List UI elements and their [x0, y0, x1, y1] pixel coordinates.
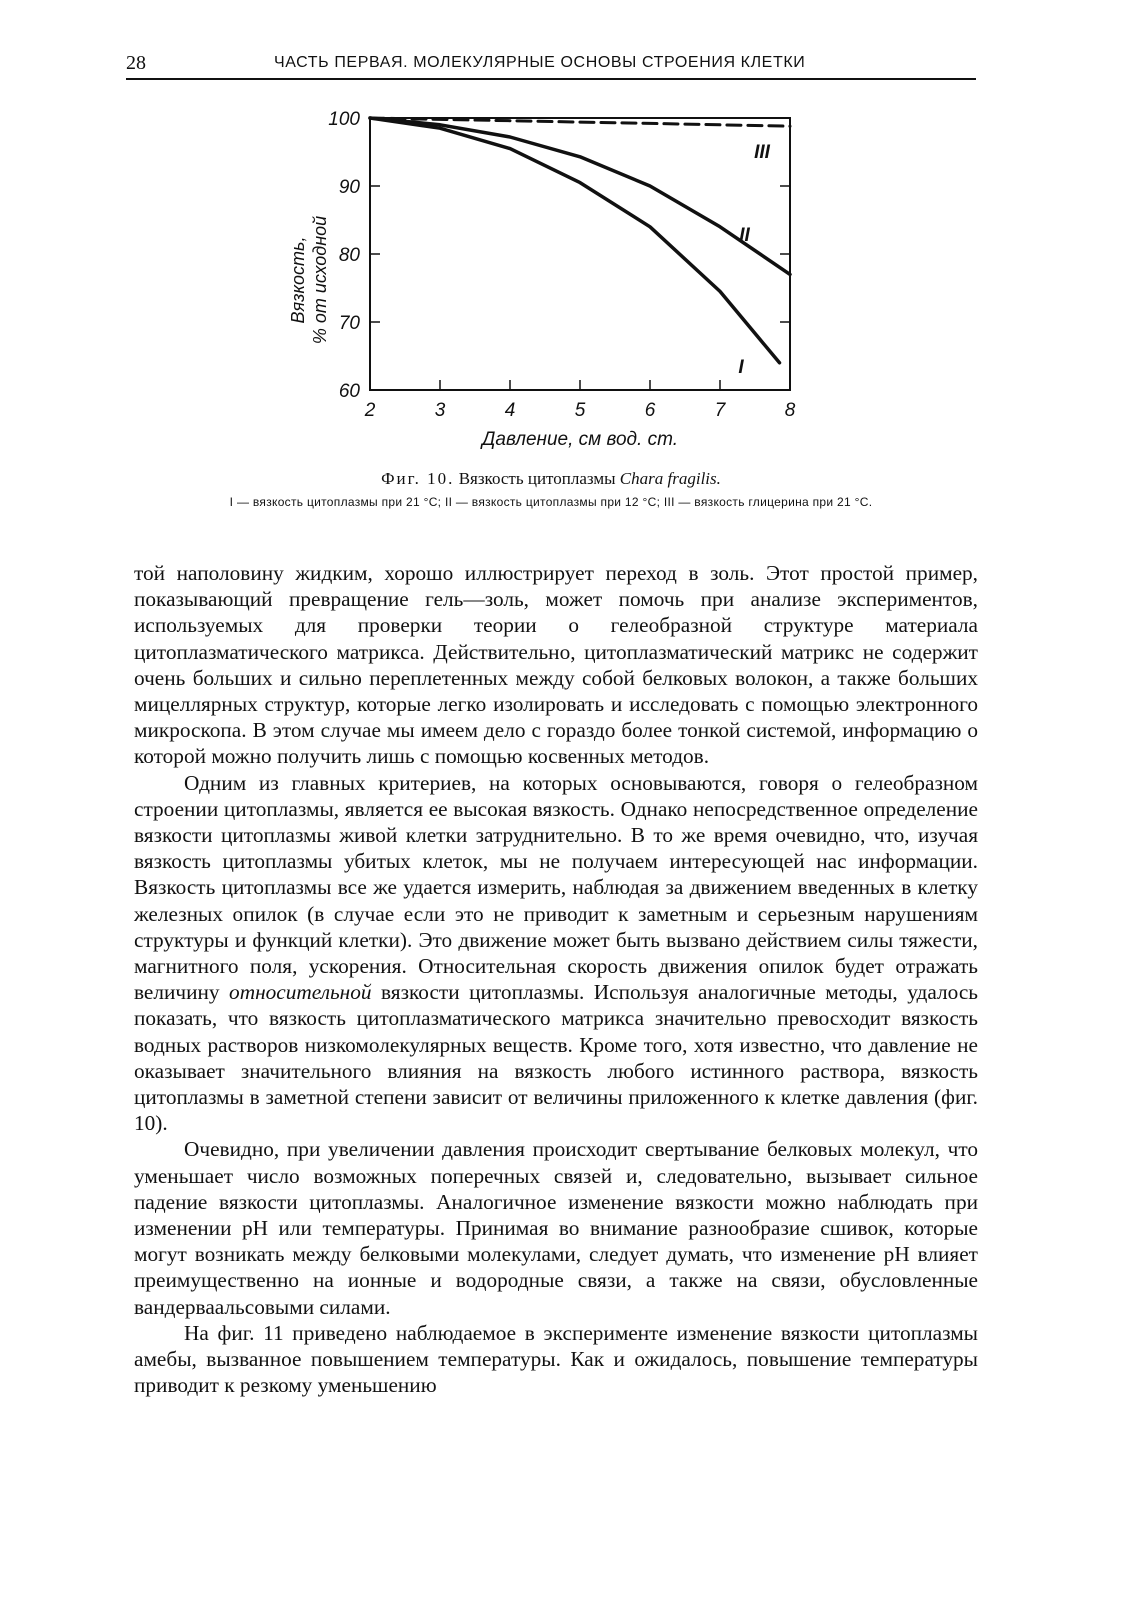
axis-ticks	[328, 109, 795, 421]
plot-frame	[370, 118, 790, 390]
running-head	[126, 48, 976, 80]
series-label-III: III	[754, 142, 770, 164]
page-number: 28	[126, 52, 146, 74]
y-tick-label: 80	[338, 245, 360, 266]
x-tick-label: 5	[574, 400, 586, 421]
caption-species: Chara fragilis.	[619, 469, 721, 488]
series-label-I: I	[738, 356, 744, 378]
paragraph-2-part-b: вязкости цитоплазмы. Используя аналогичные методы, удалось показать, что вязкость цитоплазматического матрикса значительно превосходит вязкость водных растворов низкомолекулярных веществ. Кроме того, хотя известно, что давление не оказывает значительного влияния на вязкость любого истинного раствора, вязкость цитоплазмы в заметной степени зависит от величины приложенного к клетке давления (фиг. 10).	[134, 980, 978, 1136]
x-tick-label: 6	[644, 400, 656, 421]
paragraph-2-emphasis: относительной	[229, 980, 372, 1005]
y-axis-label-line2: % от исходной	[310, 215, 330, 345]
x-axis-label: Давление, см вод. ст.	[482, 429, 678, 450]
y-tick-label: 60	[338, 381, 360, 402]
paragraph-4: На фиг. 11 приведено наблюдаемое в эксперименте изменение вязкости цитоплазмы амебы, вызванное повышением температуры. Как и ожидалось, повышение температуры приводит к резкому уменьшению	[134, 1320, 978, 1398]
paragraph-1: той наполовину жидким, хорошо иллюстрирует переход в золь. Этот простой пример, показывающий превращение гель—золь, может помочь при анализе экспериментов, используемых для проверки теории о гелеобразной структуре материала цитоплазматического матрикса. Действительно, цитоплазматический матрикс не содержит очень больших и сильно переплетенных между собой белковых волокон, а также больших мицеллярных структур, которые легко изолировать и исследовать с помощью электронного микроскопа. В этом случае мы имеем дело с гораздо более тонкой системой, информацию о которой можно получить лишь с помощью косвенных методов.	[134, 561, 978, 769]
series-label-II: II	[739, 224, 750, 246]
series-line-II	[370, 118, 790, 274]
figure-caption	[126, 468, 976, 510]
caption-figure-label: Фиг. 10.	[381, 469, 455, 488]
x-tick-label: 7	[714, 400, 726, 421]
caption-title-text: Вязкость цитоплазмы	[458, 469, 616, 488]
header-rule	[126, 78, 976, 80]
body-text	[134, 560, 978, 1399]
x-tick-label: 8	[784, 400, 796, 421]
y-axis-label-line1: Вязкость,	[288, 236, 308, 324]
y-tick-label: 70	[338, 313, 360, 334]
paragraph-3: Очевидно, при увеличении давления происходит свертывание белковых молекул, что уменьшает число возможных поперечных связей и, следовательно, вызывает сильное падение вязкости цитоплазмы. Аналогичное изменение вязкости можно наблюдать при изменении pH или температуры. Принимая во внимание разнообразие сшивок, которые могут возникать между белковыми молекулами, следует думать, что изменение pH влияет преимущественно на ионные и водородные связи, а также на связи, обусловленные вандерваальсовыми силами.	[134, 1137, 978, 1319]
x-tick-label: 2	[364, 400, 376, 421]
y-tick-label: 90	[338, 177, 360, 198]
x-tick-label: 4	[504, 400, 516, 421]
series-lines	[370, 118, 790, 378]
paragraph-2	[134, 770, 978, 1137]
x-tick-label: 3	[434, 400, 446, 421]
viscosity-chart	[280, 100, 820, 452]
plot-border	[370, 118, 790, 390]
paragraph-2-part-a: Одним из главных критериев, на которых основываются, говоря о гелеобразном строении цитоплазмы, является ее высокая вязкость. Однако непосредственное определение вязкости цитоплазмы живой клетки затруднительно. В то же время очевидно, что, изучая вязкость цитоплазмы убитых клеток, мы не получаем интересующей нас информации. Вязкость цитоплазмы все же удается измерить, наблюдая за движением введенных в клетку железных опилок (в случае если это не приводит к заметным и серьезным нарушениям структуры и функций клетки). Это движение может быть вызвано действием силы тяжести, магнитного поля, ускорения. Относительная скорость движения опилок будет отражать величину	[134, 770, 978, 1005]
caption-title	[126, 468, 976, 490]
running-title: ЧАСТЬ ПЕРВАЯ. МОЛЕКУЛЯРНЫЕ ОСНОВЫ СТРОЕНИЯ КЛЕТКИ	[274, 54, 806, 71]
y-tick-label: 100	[328, 109, 360, 130]
caption-legend: I — вязкость цитоплазмы при 21 °С; II — вязкость цитоплазмы при 12 °С; III — вязкость глицерина при 21 °С.	[229, 495, 873, 509]
y-axis-label	[288, 216, 330, 344]
